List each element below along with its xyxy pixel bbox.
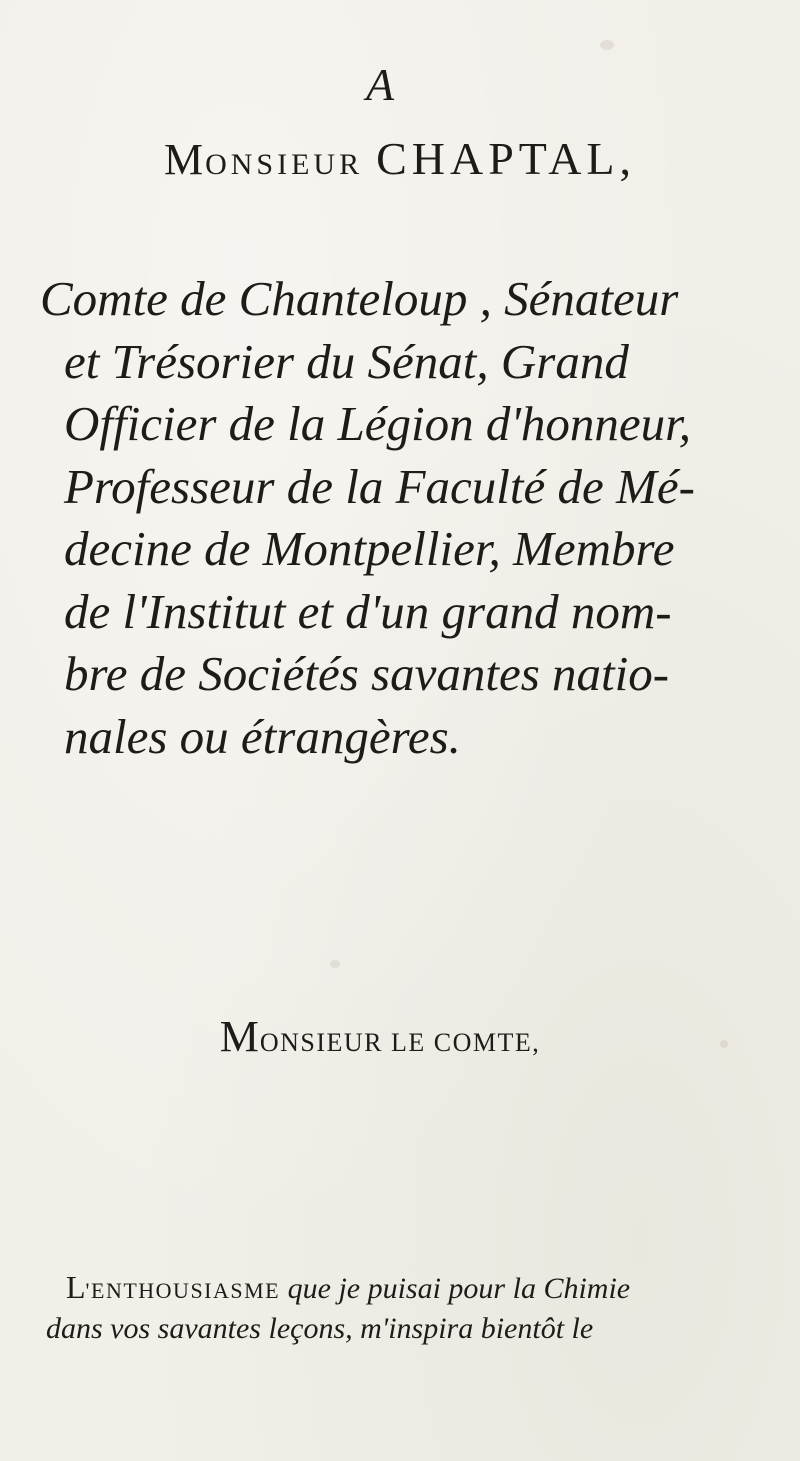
body-line-1-text: que je puisai pour la Chimie [280, 1272, 631, 1305]
title-line: et Trésorier du Sénat, Grand [64, 333, 629, 389]
title-line: decine de Montpellier, Membre [64, 521, 675, 576]
salutation-comma: , [532, 1028, 541, 1057]
honorific-initial: M [163, 135, 206, 184]
body-paragraph [46, 1268, 766, 1348]
paper-stain [330, 960, 340, 968]
dedicatee-name: CHAPTAL [376, 133, 620, 184]
dedication-heading-letter: A [365, 59, 395, 110]
title-line: bre de Sociétés savantes natio- [64, 646, 670, 701]
body-lead-rest: 'ENTHOUSIASME [85, 1278, 281, 1303]
title-line: Comte de Chanteloup , Sénateur [40, 271, 679, 326]
salutation-initial: M [219, 1012, 260, 1061]
salutation [0, 1012, 760, 1072]
title-line: nales ou étrangères. [64, 708, 461, 764]
dedicatee-titles [40, 268, 800, 768]
honorific-rest: ONSIEUR [205, 148, 364, 181]
title-line: Professeur de la Faculté de Mé- [64, 458, 695, 514]
name-comma: , [619, 133, 637, 184]
body-lead-initial: L [66, 1269, 86, 1305]
title-line: de l'Institut et d'un grand nom- [64, 583, 672, 639]
paper-stain [600, 40, 614, 50]
title-line: Officier de la Légion d'honneur, [64, 396, 691, 451]
salutation-rest: ONSIEUR LE COMTE [259, 1028, 533, 1057]
body-line-2: dans vos savantes leçons, m'inspira bientôt le [46, 1312, 594, 1345]
body-line-1 [46, 1268, 766, 1310]
dedication-heading-name [0, 132, 800, 192]
